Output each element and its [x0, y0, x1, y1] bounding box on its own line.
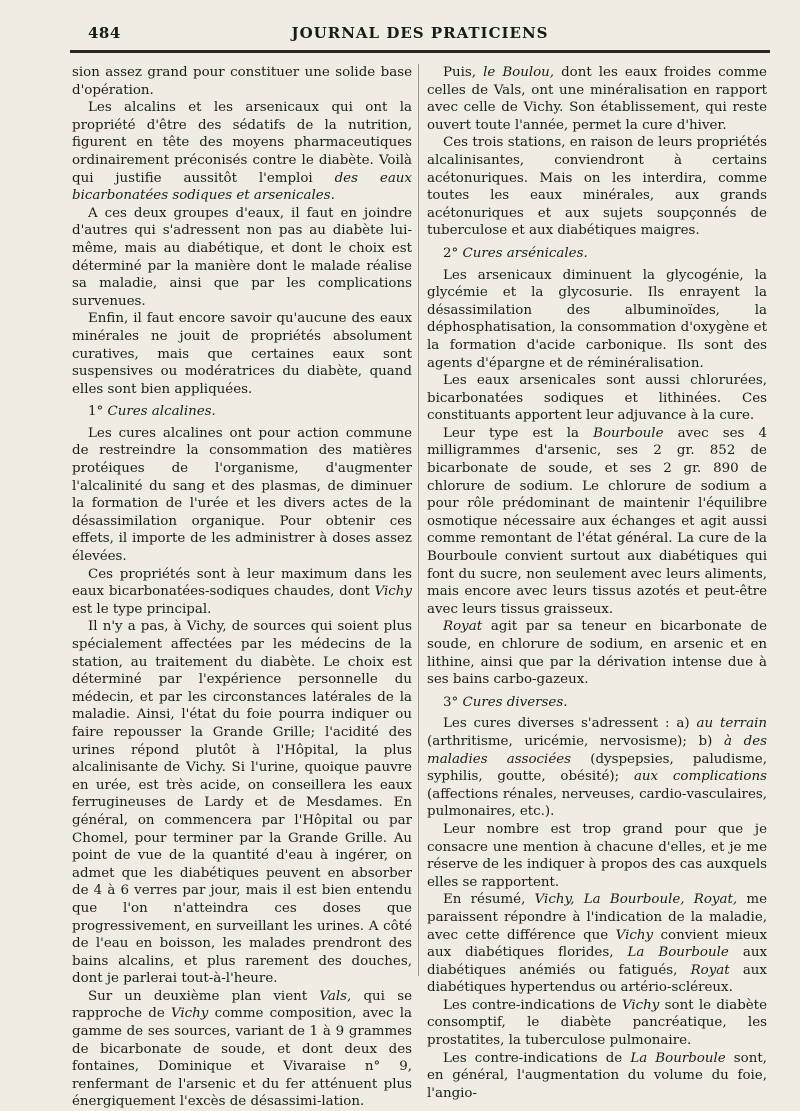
paragraph: A ces deux groupes d'eaux, il faut en joindre d'autres qui s'adressent non pas au diabète lui-même, mais au diabétique, et dont le choix est déterminé par la manière dont le malade réalise sa maladie, ainsi que par les complications survenues. — [72, 205, 412, 309]
paragraph-text: (affections rénales, nerveuses, cardio-vasculaires, pulmonaires, etc.). — [427, 786, 767, 820]
section-title: Cures alcalines. — [107, 404, 216, 420]
emphasis: Vichy — [621, 997, 660, 1013]
paragraph: Il n'y a pas, à Vichy, de sources qui soient plus spécialement affectées par les médecins de la station, au traitement du diabète. Le choix est déterminé par l'expérience personnelle du médecin, et par les circonstances latérales de la maladie. Ainsi, l'état du foie pourra indiquer ou faire repousser la Grande Grille; l'acidité des urines répond plutôt à l'Hôpital, la plus alcalinisante de Vichy. Si l'urine, quoique pauvre en urée, est très acide, on conseillera les eaux ferrugineuses de Lardy et de Mesdames. En général, on commencera par l'Hôpital ou par Chomel, pour terminer par la Grande Grille. Au point de vue de la quantité d'eau à ingérer, on admet que les diabétiques peuvent en absorber de 4 à 6 verres par jour, mais il est bien entendu que l'on n'atteindra ces doses que progressivement, en surveillant les urines. A côté de l'eau en boisson, les malades prendront des bains alcalins, et plus rarement des douches, dont je parlerai tout-à-l'heure. — [72, 619, 412, 987]
emphasis: aux complications — [633, 769, 767, 785]
emphasis: Vichy — [615, 927, 654, 943]
emphasis: le Boulou, — [483, 65, 555, 80]
paragraph-text: convient mieux aux diabétiques florides, — [427, 927, 768, 961]
section-title: Cures diverses. — [462, 694, 568, 710]
paragraph-text: avec ses 4 milligrammes d'arsenic, ses 2 gr. 852 de bicarbonate de soude, et ses 2 gr. 890 de chlorure de sodium. Le chlorure de sodium a pour rôle prédominant de maintenir l'équilibre osmotique nécessaire aux échanges et agit aussi comme remontant de l'état général. La cure de la Bourboule convient surtout aux diabétiques qui font du sucre, non seulement avec leurs aliments, mais encore avec leurs tissus azotés et peut-être avec leurs tissus graisseux. — [427, 425, 767, 617]
paragraph — [427, 1050, 767, 1103]
paragraph — [427, 997, 767, 1050]
emphasis: Royat — [443, 619, 483, 635]
right-column — [427, 64, 767, 1102]
paragraph: Les eaux arsenicales sont aussi chlorurées, bicarbonatées sodiques et lithinées. Ces constituants apportent leur adjuvance à la cure. — [427, 373, 767, 424]
paragraph-text: comme composition, avec la gamme de ses sources, variant de 1 à 9 grammes de bicarbonate de soude, et dont deux des fontaines, Dominique et Vivaraise n° 9, renfermant de l'arsenic et du fer atténuent plus énergiquement l'excès de désassimi-lation. — [72, 1006, 412, 1110]
section-heading — [72, 403, 412, 421]
paragraph-text: Les contre-indications de — [443, 1050, 623, 1066]
paragraph: Les cures alcalines ont pour action commune de restreindre la consommation des matières protéiques de l'organisme, d'augmenter l'alcalinité du sang et des plasmas, de diminuer la formation de l'urée et les divers actes de la désassimilation organique. Pour obtenir ces effets, il importe de les administrer à doses assez élevées. — [72, 425, 412, 565]
section-heading — [427, 694, 767, 712]
emphasis: Bourboule — [593, 425, 664, 441]
paragraph-text: aux diabétiques hypertendus ou artério-scléreux. — [427, 962, 767, 996]
paragraph — [427, 618, 767, 688]
section-number: 2° — [443, 245, 459, 261]
paragraph-text: Puis, — [443, 65, 477, 80]
paragraph-text: sont, en général, l'augmentation du volume du foie, l'angio- — [427, 1050, 767, 1101]
paragraph — [427, 891, 767, 997]
emphasis: à des maladies associées — [427, 733, 767, 767]
paragraph-text: agit par sa teneur en bicarbonate de soude, en chlorure de sodium, en arsenic et en lithine, ainsi que par la dérivation intense due à ses bains carbo-gazeux. — [427, 619, 767, 688]
emphasis: La Bourboule — [630, 1050, 726, 1066]
column-divider — [418, 64, 419, 976]
emphasis: La Bourboule — [627, 945, 729, 961]
paragraph: Enfin, il faut encore savoir qu'aucune des eaux minérales ne jouit de propriétés absolument curatives, mais que certaines eaux sont suspensives ou modératrices du diabète, quand elles sont bien appliquées. — [72, 311, 412, 397]
paragraph-text: En résumé, — [443, 892, 526, 908]
paragraph: Ces trois stations, en raison de leurs propriétés alcalinisantes, conviendront à certains acétonuriques. Mais on les interdira, comme toutes les eaux minérales, aux grands acétonuriques et aux sujets soupçonnés de tuberculose et aux diabétiques maigres. — [427, 135, 767, 239]
paragraph — [427, 64, 767, 134]
paragraph-text: dont les eaux froides comme celles de Vals, ont une minéralisation en rapport avec celle de Vichy. Son établissement, qui reste ouvert toute l'année, permet la cure d'hiver. — [427, 65, 767, 133]
paragraph-text: Les cures diverses s'adressent : a) — [443, 716, 690, 732]
running-title: JOURNAL DES PRATICIENS — [291, 24, 549, 42]
paragraph-text: (arthritisme, uricémie, nervosisme); b) — [427, 733, 713, 749]
section-heading — [427, 245, 767, 263]
paragraph-text: Sur un deuxième plan vient — [88, 988, 308, 1004]
paragraph-text: Les contre-indications de — [443, 997, 617, 1013]
paragraph-text: aux diabétiques anémiés ou fatigués, — [427, 945, 768, 978]
paragraph: Les arsenicaux diminuent la glycogénie, la glycémie et la glycosurie. Ils enrayent la désassimilation des albuminoïdes, la déphosphatisation, la consommation d'oxygène et la formation d'acide carbonique. Ils sont des agents d'épargne et de réminéralisation. — [427, 267, 767, 371]
page-number: 484 — [88, 24, 121, 42]
page-header — [70, 22, 770, 48]
emphasis: Vals, — [319, 988, 352, 1004]
paragraph — [427, 425, 767, 619]
header-rule — [70, 50, 770, 53]
paragraph-text: Les alcalins et les arsenicaux qui ont la propriété d'être des sédatifs de la nutrition, figurent en tête des moyens pharmaceutiques ordinairement préconisés contre le diabète. Voilà qui justifie aussitôt l'emploi — [72, 100, 412, 186]
paragraph-text: est le type principal. — [72, 601, 212, 617]
emphasis: Vichy — [374, 584, 412, 600]
paragraph — [427, 715, 767, 821]
paragraph: Leur nombre est trop grand pour que je consacre une mention à chacune d'elles, et je me réserve de les indiquer à propos des cas auxquels elles se rapportent. — [427, 821, 767, 890]
paragraph — [72, 99, 412, 205]
section-title: Cures arsénicales. — [462, 245, 588, 261]
paragraph — [72, 566, 412, 619]
paragraph-text: sont le diabète consomptif, le diabète pancréatique, les prostatites, la tuberculose pulmonaire. — [427, 997, 767, 1049]
emphasis: des eaux bicarbonatées sodiques et arsenicales. — [72, 170, 412, 204]
section-number: 1° — [88, 404, 104, 420]
emphasis: Vichy — [170, 1006, 209, 1022]
emphasis: Vichy, La Bourboule, Royat, — [534, 892, 738, 908]
emphasis: Royat — [690, 962, 730, 978]
paragraph: sion assez grand pour constituer une solide base d'opération. — [72, 65, 412, 98]
emphasis: au terrain — [696, 716, 767, 732]
paragraph-text: (dyspepsies, paludisme, syphilis, goutte, obésité); — [427, 751, 767, 785]
section-number: 3° — [443, 694, 459, 710]
paragraph — [72, 988, 412, 1111]
paragraph-text: Ces propriétés sont à leur maximum dans les eaux bicarbonatées-sodiques chaudes, dont — [72, 566, 412, 600]
paragraph-text: me paraissent répondre à l'indication de la maladie, avec cette différence que — [427, 892, 768, 943]
left-column — [72, 64, 412, 1111]
paragraph-text: Leur type est la — [443, 425, 580, 441]
paragraph-text: qui se rapproche de — [72, 988, 412, 1022]
